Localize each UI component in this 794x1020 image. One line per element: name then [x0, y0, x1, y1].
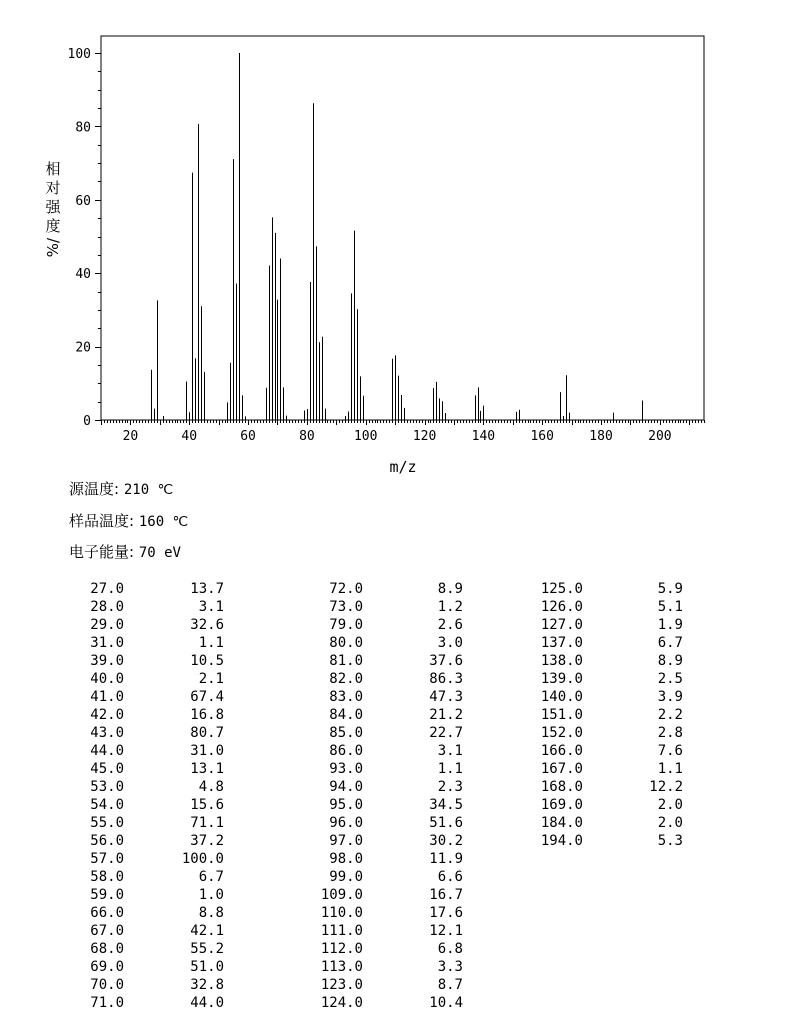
x-axis: [102, 420, 705, 444]
mz-value: 55.0: [90, 815, 124, 831]
peak-table-row: [64, 796, 224, 814]
mz-value: 184.0: [540, 815, 583, 831]
peak-table-row: [303, 922, 463, 940]
peak-table-row: [303, 814, 463, 832]
y-axis-label-char: 强: [45, 198, 61, 216]
mz-value: 93.0: [329, 761, 363, 777]
mz-value: 73.0: [329, 599, 363, 615]
mz-value: 95.0: [329, 797, 363, 813]
mz-value: 109.0: [320, 887, 363, 903]
source-temperature-label: 源温度:: [69, 480, 120, 498]
peak-table-row: [523, 634, 683, 652]
peak-table-row: [523, 598, 683, 616]
peak-table-row: [64, 760, 224, 778]
y-tick-label: 60: [75, 193, 91, 209]
relative-intensity-value: 1.2: [437, 599, 463, 615]
relative-intensity-value: 8.8: [198, 905, 224, 921]
relative-intensity-value: 55.2: [190, 941, 224, 957]
peak-table-column: [303, 580, 463, 1012]
y-axis-label-char: 相: [45, 160, 61, 178]
relative-intensity-value: 6.7: [198, 869, 224, 885]
relative-intensity-value: 2.1: [198, 671, 224, 687]
mz-value: 85.0: [329, 725, 363, 741]
relative-intensity-value: 8.7: [437, 977, 463, 993]
source-temperature-value: 210 ℃: [123, 482, 174, 498]
relative-intensity-value: 32.8: [190, 977, 224, 993]
relative-intensity-value: 42.1: [190, 923, 224, 939]
peak-table-row: [523, 760, 683, 778]
peak-table-row: [303, 886, 463, 904]
mz-value: 39.0: [90, 653, 124, 669]
mz-value: 125.0: [540, 581, 583, 597]
relative-intensity-value: 37.2: [190, 833, 224, 849]
x-tick-label: 200: [648, 429, 672, 444]
peak-table-row: [523, 652, 683, 670]
relative-intensity-value: 6.7: [657, 635, 683, 651]
relative-intensity-value: 2.5: [657, 671, 683, 687]
mz-value: 57.0: [90, 851, 124, 867]
mz-value: 59.0: [90, 887, 124, 903]
peak-table-row: [523, 778, 683, 796]
peak-table-row: [64, 994, 224, 1012]
mz-value: 167.0: [540, 761, 583, 777]
mz-value: 41.0: [90, 689, 124, 705]
mz-value: 124.0: [320, 995, 363, 1011]
sample-temperature-label: 样品温度:: [69, 512, 135, 530]
relative-intensity-value: 7.6: [657, 743, 683, 759]
mz-value: 72.0: [329, 581, 363, 597]
mz-value: 123.0: [320, 977, 363, 993]
relative-intensity-value: 2.0: [657, 797, 683, 813]
relative-intensity-value: 2.0: [657, 815, 683, 831]
relative-intensity-value: 1.9: [657, 617, 683, 633]
mz-value: 45.0: [90, 761, 124, 777]
mz-value: 166.0: [540, 743, 583, 759]
y-axis-label: [42, 160, 64, 257]
mz-value: 94.0: [329, 779, 363, 795]
relative-intensity-value: 80.7: [190, 725, 224, 741]
relative-intensity-value: 5.3: [657, 833, 683, 849]
relative-intensity-value: 16.7: [429, 887, 463, 903]
peak-table-row: [64, 652, 224, 670]
mz-value: 66.0: [90, 905, 124, 921]
peak-table-row: [523, 796, 683, 814]
peak-table-row: [64, 904, 224, 922]
mz-value: 70.0: [90, 977, 124, 993]
relative-intensity-value: 16.8: [190, 707, 224, 723]
relative-intensity-value: 5.9: [657, 581, 683, 597]
relative-intensity-value: 8.9: [437, 581, 463, 597]
x-tick-label: 80: [299, 429, 315, 444]
y-axis: [68, 47, 101, 429]
peak-table-row: [303, 868, 463, 886]
relative-intensity-value: 67.4: [190, 689, 224, 705]
mass-spectrum-chart: [0, 0, 794, 480]
peak-table-row: [303, 652, 463, 670]
relative-intensity-value: 1.1: [657, 761, 683, 777]
peak-table-row: [64, 814, 224, 832]
mz-value: 84.0: [329, 707, 363, 723]
mz-value: 56.0: [90, 833, 124, 849]
relative-intensity-value: 10.4: [429, 995, 463, 1011]
relative-intensity-value: 3.0: [437, 635, 463, 651]
mz-value: 151.0: [540, 707, 583, 723]
mz-value: 42.0: [90, 707, 124, 723]
y-tick-label: 0: [83, 414, 91, 429]
peak-table-row: [303, 634, 463, 652]
relative-intensity-value: 34.5: [429, 797, 463, 813]
peak-table-row: [523, 706, 683, 724]
peak-table-row: [303, 742, 463, 760]
mz-value: 58.0: [90, 869, 124, 885]
mz-value: 80.0: [329, 635, 363, 651]
relative-intensity-value: 22.7: [429, 725, 463, 741]
peak-table-row: [303, 940, 463, 958]
relative-intensity-value: 21.2: [429, 707, 463, 723]
mz-value: 67.0: [90, 923, 124, 939]
relative-intensity-value: 13.7: [190, 581, 224, 597]
peak-table-row: [64, 868, 224, 886]
mz-value: 110.0: [320, 905, 363, 921]
relative-intensity-value: 5.1: [657, 599, 683, 615]
mz-value: 69.0: [90, 959, 124, 975]
relative-intensity-value: 86.3: [429, 671, 463, 687]
plot-frame: [101, 36, 704, 420]
relative-intensity-value: 1.0: [198, 887, 224, 903]
relative-intensity-value: 6.8: [437, 941, 463, 957]
relative-intensity-value: 1.1: [198, 635, 224, 651]
mz-value: 82.0: [329, 671, 363, 687]
relative-intensity-value: 13.1: [190, 761, 224, 777]
relative-intensity-value: 37.6: [429, 653, 463, 669]
mz-value: 44.0: [90, 743, 124, 759]
relative-intensity-value: 15.6: [190, 797, 224, 813]
peak-table-row: [303, 796, 463, 814]
mz-value: 127.0: [540, 617, 583, 633]
peak-table-row: [64, 616, 224, 634]
x-tick-label: 180: [589, 429, 613, 444]
relative-intensity-value: 2.6: [437, 617, 463, 633]
x-axis-label: m/z: [389, 458, 417, 476]
relative-intensity-value: 30.2: [429, 833, 463, 849]
relative-intensity-value: 8.9: [657, 653, 683, 669]
peak-table-row: [303, 832, 463, 850]
mz-value: 97.0: [329, 833, 363, 849]
relative-intensity-value: 71.1: [190, 815, 224, 831]
peak-table-row: [303, 688, 463, 706]
peak-table-row: [523, 724, 683, 742]
peak-table-row: [64, 706, 224, 724]
x-tick-label: 100: [353, 429, 378, 444]
peak-table-row: [303, 904, 463, 922]
relative-intensity-value: 12.2: [649, 779, 683, 795]
mz-value: 71.0: [90, 995, 124, 1011]
sample-temperature-value: 160 ℃: [138, 514, 189, 530]
mz-value: 140.0: [540, 689, 583, 705]
electron-energy-label: 电子能量:: [69, 543, 135, 561]
mz-value: 112.0: [320, 941, 363, 957]
relative-intensity-value: 51.0: [190, 959, 224, 975]
mz-value: 31.0: [90, 635, 124, 651]
relative-intensity-value: 51.6: [429, 815, 463, 831]
mz-value: 43.0: [90, 725, 124, 741]
relative-intensity-value: 4.8: [198, 779, 224, 795]
electron-energy-value: 70 eV: [138, 545, 181, 561]
relative-intensity-value: 2.8: [657, 725, 683, 741]
peak-table-row: [64, 958, 224, 976]
relative-intensity-value: 44.0: [190, 995, 224, 1011]
peak-table-row: [64, 598, 224, 616]
peak-table-row: [523, 670, 683, 688]
x-tick-label: 140: [471, 429, 496, 444]
relative-intensity-value: 100.0: [181, 851, 224, 867]
relative-intensity-value: 32.6: [190, 617, 224, 633]
relative-intensity-value: 47.3: [429, 689, 463, 705]
mz-value: 53.0: [90, 779, 124, 795]
peak-table-row: [64, 976, 224, 994]
source-temperature: [69, 478, 173, 499]
relative-intensity-value: 2.3: [437, 779, 463, 795]
relative-intensity-value: 17.6: [429, 905, 463, 921]
peak-table-row: [303, 994, 463, 1012]
mz-value: 86.0: [329, 743, 363, 759]
peak-table-row: [303, 598, 463, 616]
mz-value: 137.0: [540, 635, 583, 651]
mz-value: 126.0: [540, 599, 583, 615]
peak-table-row: [303, 760, 463, 778]
peak-table-row: [303, 778, 463, 796]
mz-value: 27.0: [90, 581, 124, 597]
peak-table-row: [64, 922, 224, 940]
mz-value: 54.0: [90, 797, 124, 813]
peak-table-row: [303, 580, 463, 598]
y-tick-label: 20: [75, 340, 91, 356]
peak-table-column: [64, 580, 224, 1012]
peak-table-row: [64, 778, 224, 796]
mz-value: 96.0: [329, 815, 363, 831]
peak-table-row: [303, 976, 463, 994]
peak-table-row: [303, 724, 463, 742]
peak-table-row: [64, 670, 224, 688]
mz-value: 40.0: [90, 671, 124, 687]
mz-value: 79.0: [329, 617, 363, 633]
relative-intensity-value: 3.1: [437, 743, 463, 759]
y-axis-unit: %/: [43, 238, 62, 258]
peak-table-row: [64, 688, 224, 706]
mz-value: 68.0: [90, 941, 124, 957]
peak-table-row: [523, 580, 683, 598]
relative-intensity-value: 11.9: [429, 851, 463, 867]
peak-table-row: [303, 670, 463, 688]
peak-table-column: [523, 580, 683, 850]
x-tick-label: 20: [122, 429, 139, 444]
x-tick-label: 60: [240, 429, 256, 444]
relative-intensity-value: 3.9: [657, 689, 683, 705]
mz-value: 194.0: [540, 833, 583, 849]
peak-table-row: [303, 958, 463, 976]
mz-value: 29.0: [90, 617, 124, 633]
y-axis-label-char: 对: [45, 179, 61, 197]
x-tick-label: 40: [181, 429, 198, 444]
mz-value: 139.0: [540, 671, 583, 687]
relative-intensity-value: 2.2: [657, 707, 683, 723]
y-axis-label-char: 度: [45, 217, 61, 235]
peak-table-row: [64, 742, 224, 760]
relative-intensity-value: 1.1: [437, 761, 463, 777]
relative-intensity-value: 12.1: [429, 923, 463, 939]
peak-table-row: [523, 814, 683, 832]
mz-value: 168.0: [540, 779, 583, 795]
x-tick-label: 120: [412, 429, 437, 444]
peak-table-row: [523, 616, 683, 634]
peak-bars: [152, 53, 643, 420]
peak-table-row: [64, 940, 224, 958]
peak-table-row: [523, 688, 683, 706]
sample-temperature: [69, 510, 188, 531]
peak-table-row: [303, 706, 463, 724]
mz-value: 152.0: [540, 725, 583, 741]
peak-table-row: [64, 850, 224, 868]
mz-value: 98.0: [329, 851, 363, 867]
y-tick-label: 40: [75, 267, 91, 283]
peak-table-row: [523, 832, 683, 850]
mz-value: 83.0: [329, 689, 363, 705]
mz-value: 111.0: [320, 923, 363, 939]
relative-intensity-value: 3.3: [437, 959, 463, 975]
mz-value: 113.0: [320, 959, 363, 975]
peak-table-row: [64, 832, 224, 850]
mz-value: 28.0: [90, 599, 124, 615]
peak-table-row: [64, 886, 224, 904]
mz-value: 99.0: [329, 869, 363, 885]
x-tick-label: 160: [530, 429, 554, 444]
mz-value: 138.0: [540, 653, 583, 669]
mz-value: 169.0: [540, 797, 583, 813]
relative-intensity-value: 31.0: [190, 743, 224, 759]
electron-energy: [69, 541, 181, 562]
y-tick-label: 100: [67, 47, 91, 62]
mz-value: 81.0: [329, 653, 363, 669]
relative-intensity-value: 6.6: [437, 869, 463, 885]
peak-table-row: [64, 724, 224, 742]
peak-table-row: [64, 580, 224, 598]
peak-table-row: [303, 850, 463, 868]
peak-table-row: [64, 634, 224, 652]
relative-intensity-value: 3.1: [198, 599, 224, 615]
y-tick-label: 80: [75, 120, 91, 136]
peak-table-row: [303, 616, 463, 634]
peak-table-row: [523, 742, 683, 760]
relative-intensity-value: 10.5: [190, 653, 224, 669]
